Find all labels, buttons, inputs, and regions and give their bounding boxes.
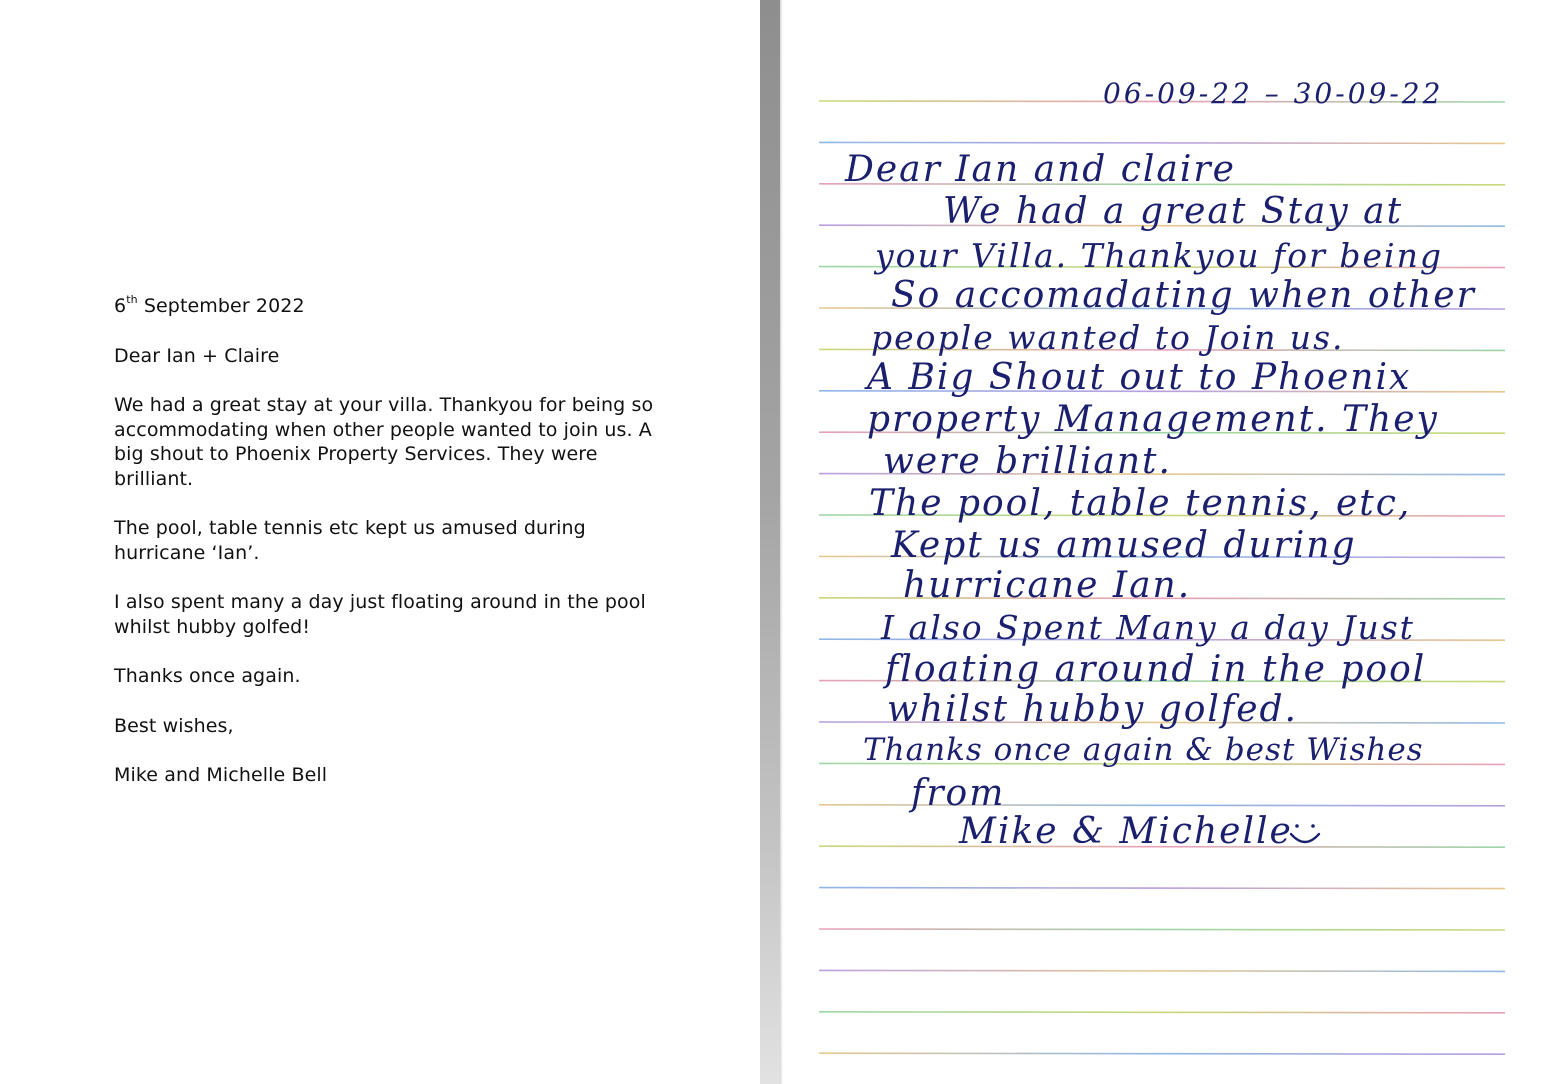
handwritten-line: So accomadating when other — [891, 275, 1476, 316]
date-ordinal-suffix: th — [126, 292, 138, 306]
handwritten-line: people wanted to Join us. — [871, 318, 1345, 357]
letter-paragraph: The pool, table tennis etc kept us amused during hurricane ‘Ian’. — [114, 517, 586, 564]
handwritten-line: hurricane Ian. — [903, 565, 1192, 606]
handwritten-note — [783, 0, 1542, 1084]
typed-letter — [114, 294, 654, 813]
letter-date: 6th September 2022 — [114, 292, 305, 317]
typed-letter-page — [0, 0, 760, 1084]
handwritten-line: Kept us amused during — [891, 525, 1357, 566]
handwritten-line: your Villa. Thankyou for being — [875, 236, 1443, 275]
smiley-face-icon — [1287, 820, 1323, 850]
handwritten-notebook-page — [783, 0, 1542, 1084]
handwritten-line: A Big Shout out to Phoenix — [867, 357, 1412, 398]
handwritten-line: from — [911, 773, 1006, 814]
handwritten-line: floating around in the pool — [885, 649, 1427, 690]
letter-salutation: Dear Ian + Claire — [114, 344, 280, 367]
handwritten-line: The pool, table tennis, etc, — [869, 483, 1412, 524]
handwritten-line: Thanks once again & best Wishes — [863, 732, 1424, 768]
handwritten-date-range: 06-09-22 – 30-09-22 — [1103, 77, 1444, 110]
handwritten-line: I also Spent Many a day Just — [881, 608, 1415, 647]
handwritten-line: We had a great Stay at — [943, 191, 1404, 232]
handwritten-line: whilst hubby golfed. — [887, 689, 1299, 730]
letter-sign-off: Best wishes, — [114, 714, 234, 737]
handwritten-line: Dear Ian and claire — [845, 149, 1236, 190]
book-binding — [760, 0, 782, 1084]
letter-paragraph: We had a great stay at your villa. Thankyou for being so accommodating when other people wanted to join us. A big shout to Phoenix Property Services. They were brilliant. — [114, 394, 654, 490]
handwritten-signature: Mike & Michelle — [959, 811, 1293, 852]
handwritten-line: property Management. They — [867, 399, 1439, 440]
letter-paragraph: I also spent many a day just floating around in the pool whilst hubby golfed! — [114, 591, 646, 638]
handwritten-line: were brilliant. — [883, 441, 1172, 482]
letter-signature: Mike and Michelle Bell — [114, 764, 328, 786]
letter-closing: Thanks once again. — [114, 665, 301, 687]
